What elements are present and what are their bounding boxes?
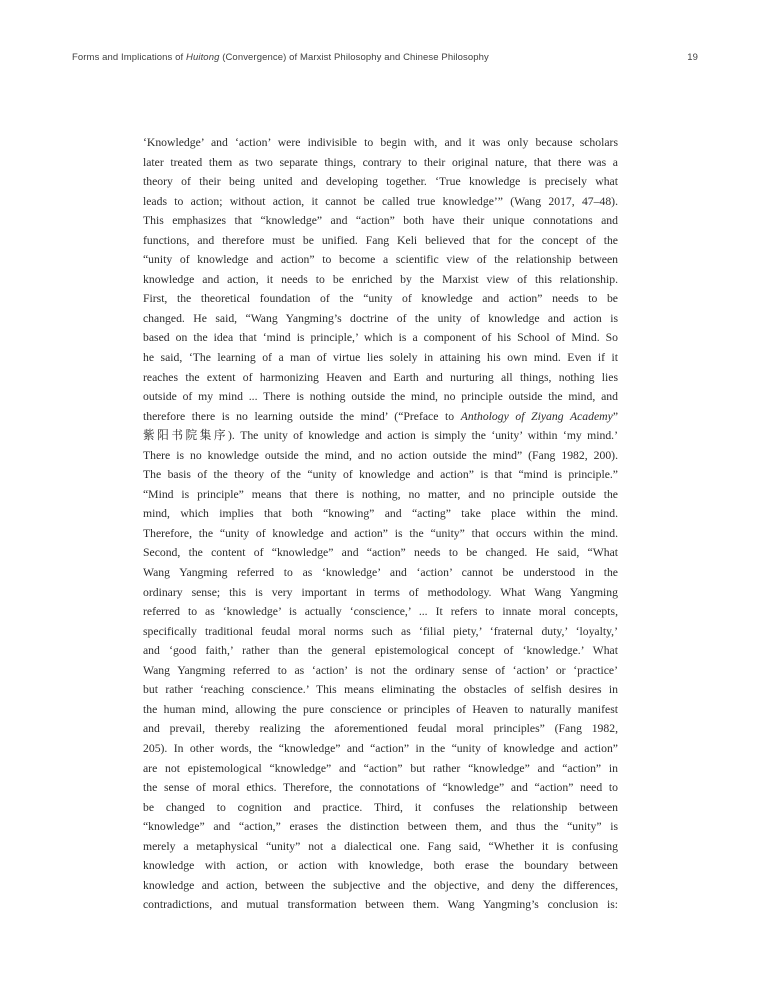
text-line: based on the idea that ‘mind is principle,’ which is a component of his School of Mind. So [143, 331, 618, 345]
text-line: “Mind is principle” means that there is nothing, no matter, and no principle outside the [143, 487, 618, 501]
text-line: later treated them as two separate things, contrary to their original nature, that there was a [143, 155, 618, 169]
text-line: referred to as ‘knowledge’ is actually ‘conscience,’ ... It refers to innate moral concepts, [143, 605, 618, 619]
text-line: Therefore, the “unity of knowledge and action” is the “unity” that occurs within the mind. [143, 526, 618, 540]
text-line: There is no knowledge outside the mind, and no action outside the mind” (Fang 1982, 200). [143, 448, 618, 462]
text-line: therefore there is no learning outside the mind’ (“Preface to Anthology of Ziyang Academy” [143, 409, 618, 423]
text-line: 205). In other words, the “knowledge” and “action” in the “unity of knowledge and action” [143, 741, 618, 755]
text-line: 紫阳书院集序). The unity of knowledge and action is simply the ‘unity’ within ‘my mind.’ [143, 429, 618, 443]
text-line: functions, and therefore must be unified. Fang Keli believed that for the concept of the [143, 233, 618, 247]
text-line: ‘Knowledge’ and ‘action’ were indivisible to begin with, and it was only because scholars [143, 136, 618, 149]
running-head-title-italic: Huitong [186, 52, 220, 63]
text-line: contradictions, and mutual transformation between them. Wang Yangming’s conclusion is: [143, 898, 618, 912]
body-text-block [143, 133, 618, 915]
text-line: The basis of the theory of the “unity of knowledge and action” is that “mind is principle.” [143, 468, 618, 482]
text-line: he said, ‘The learning of a man of virtue lies solely in attaining his own mind. Even if it [143, 351, 618, 365]
text-line: outside of my mind ... There is nothing outside the mind, no principle outside the mind, and [143, 390, 618, 404]
text-line: First, the theoretical foundation of the “unity of knowledge and action” needs to be [143, 292, 618, 306]
page-number: 19 [687, 52, 698, 63]
text-line: changed. He said, “Wang Yangming’s doctrine of the unity of knowledge and action is [143, 311, 618, 325]
text-line: leads to action; without action, it cannot be called true knowledge’” (Wang 2017, 47–48). [143, 194, 618, 208]
text-line: “knowledge” and “action,” erases the distinction between them, and thus the “unity” is [143, 820, 618, 834]
text-line: reaches the extent of harmonizing Heaven and Earth and nurturing all things, nothing lies [143, 370, 618, 384]
text-line: and prevail, thereby realizing the aforementioned feudal moral principles” (Fang 1982, [143, 722, 618, 736]
text-line: the human mind, allowing the pure conscience or principles of Heaven to naturally manifest [143, 702, 618, 716]
text-line: but rather ‘reaching conscience.’ This means eliminating the obstacles of selfish desires in [143, 683, 618, 697]
text-line: are not epistemological “knowledge” and “action” but rather “knowledge” and “action” in [143, 761, 618, 775]
text-line: Second, the content of “knowledge” and “action” needs to be changed. He said, “What [143, 546, 618, 560]
text-line: Wang Yangming referred to as ‘knowledge’ and ‘action’ cannot be understood in the [143, 566, 618, 580]
running-head-title-suffix: (Convergence) of Marxist Philosophy and Chinese Philosophy [219, 52, 489, 63]
page-header [72, 52, 698, 63]
text-line: specifically traditional feudal moral norms such as ‘filial piety,’ ‘fraternal duty,’ ‘loyalty,’ [143, 624, 618, 638]
running-head-title [72, 52, 489, 63]
text-line: theory of their being united and developing together. ‘True knowledge is precisely what [143, 175, 618, 189]
text-line: ordinary sense; this is very important in terms of methodology. What Wang Yangming [143, 585, 618, 599]
text-line: be changed to cognition and practice. Third, it confuses the relationship between [143, 800, 618, 814]
text-line: knowledge with action, or action with knowledge, both erase the boundary between [143, 859, 618, 873]
text-line: the sense of moral ethics. Therefore, the connotations of “knowledge” and “action” need to [143, 781, 618, 795]
text-line: This emphasizes that “knowledge” and “action” both have their unique connotations and [143, 214, 618, 228]
text-line: and ‘good faith,’ rather than the general epistemological concept of ‘knowledge.’ What [143, 644, 618, 658]
text-line: knowledge and action, between the subjective and the objective, and deny the differences, [143, 878, 618, 892]
italic-text: Anthology of Ziyang Academy [460, 409, 613, 423]
running-head-title-prefix: Forms and Implications of [72, 52, 187, 63]
text-line: mind, which implies that both “knowing” and “acting” take place within the mind. [143, 507, 618, 521]
text-line: merely a metaphysical “unity” not a dialectical one. Fang said, “Whether it is confusing [143, 839, 618, 853]
text-line: knowledge and action, it needs to be enriched by the Marxist view of this relationship. [143, 272, 618, 286]
text-line: “unity of knowledge and action” to become a scientific view of the relationship between [143, 253, 618, 267]
text-line: Wang Yangming referred to as ‘action’ is not the ordinary sense of ‘action’ or ‘practice’ [143, 663, 618, 677]
